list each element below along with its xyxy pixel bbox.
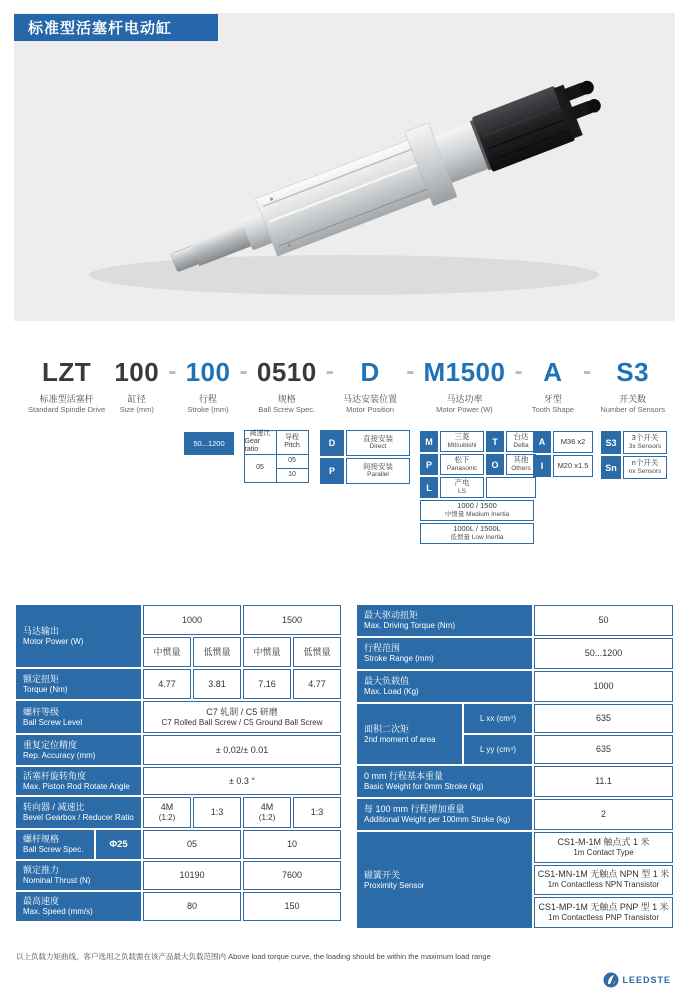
tooth-thread: M36 x2 — [560, 436, 586, 446]
value-line1: 4M — [160, 802, 174, 812]
label-en: Stroke Range (mm) — [364, 654, 434, 663]
label-zh: 最大驱动扭矩 — [364, 610, 419, 620]
screw-diameter: Φ25 — [96, 830, 141, 859]
sensor-code-sn: Sn — [601, 456, 621, 479]
brand-zh: 产电 — [454, 478, 470, 487]
motor-brand-table — [420, 431, 536, 498]
tooth-shape-table — [533, 431, 593, 477]
label-proximity-sensor — [357, 832, 532, 928]
separator: - — [325, 358, 334, 385]
label-motor-power — [16, 605, 141, 667]
label-zh: 面积二次矩 — [364, 723, 410, 734]
separator: - — [239, 358, 248, 385]
separator: - — [514, 358, 523, 385]
label-en: 2nd moment of area — [364, 734, 436, 744]
label-screw-level — [16, 701, 141, 733]
speed-v2: 150 — [243, 892, 341, 921]
screw-spec-v1: 05 — [143, 830, 241, 859]
label-zh: 额定推力 — [23, 865, 60, 875]
brand-logo-icon — [603, 972, 619, 988]
segment-code: 100 — [114, 357, 160, 387]
brand-en: Mitsubishi — [447, 441, 477, 449]
label-en: Max. Speed (mm/s) — [23, 907, 93, 916]
spec-table-left — [14, 603, 343, 923]
gearbox-v1 — [143, 797, 191, 828]
label-driving-torque — [357, 605, 532, 636]
value-line1: 4M — [260, 802, 274, 812]
lxx-value: 635 — [534, 704, 673, 733]
segment-code: 100 — [185, 357, 231, 387]
stroke-range-box: 50...1200 — [184, 432, 234, 455]
segment-label-zh: 行程 — [199, 394, 218, 404]
inertia-label: 中惯量 Medium Inertia — [444, 510, 510, 518]
label-en: Torque (Nm) — [23, 684, 68, 694]
row-screw-spec — [16, 830, 341, 859]
sensor-zh: n个开关 — [631, 458, 659, 467]
pitch-en: Pitch — [284, 442, 300, 449]
position-code-p: P — [320, 458, 344, 484]
label-torque — [16, 669, 141, 699]
brand-ls — [440, 477, 484, 498]
row-driving-torque — [357, 605, 673, 636]
brand-code-t: T — [486, 431, 504, 452]
value-line1: CS1-MP-1M 无触点 PNP 型 1 米 — [538, 902, 669, 913]
segment-label-zh: 开关数 — [619, 394, 647, 404]
segment-code: LZT — [41, 357, 92, 387]
brand-zh: 其他 — [513, 455, 529, 464]
segment-label-zh: 马达功率 — [446, 394, 483, 404]
rotate-angle-value: ± 0.3 ° — [143, 767, 341, 795]
label-en: Max. Driving Torque (Nm) — [364, 621, 455, 630]
separator: - — [168, 358, 177, 385]
label-zh: 最高速度 — [23, 896, 60, 906]
brand-code-p: P — [420, 454, 438, 475]
value-en: C7 Rolled Ball Screw / C5 Ground Ball Screw — [161, 717, 323, 727]
segment-label-zh: 缸径 — [127, 394, 146, 404]
segment-stroke — [186, 356, 231, 414]
value-line1: CS1-M-1M 触点式 1 米 — [557, 836, 650, 847]
label-en: Proximity Sensor — [364, 880, 425, 890]
product-image-panel — [14, 13, 675, 321]
inertia-h4: 低惯量 — [293, 637, 341, 667]
sensor-contact-type — [534, 832, 673, 863]
label-max-load — [357, 671, 532, 702]
label-en: Ball Screw Level — [23, 717, 83, 727]
sensor-en: 3x Sensors — [628, 442, 662, 450]
label-en: Rep. Accuracy (mm) — [23, 750, 96, 760]
motor-position-table — [320, 430, 410, 484]
max-load-value: 1000 — [534, 671, 673, 702]
label-en: Basic Weight for 0mm Stroke (kg) — [364, 782, 484, 791]
value-line2: 1m Contactless NPN Transistor — [547, 880, 660, 890]
gear-ratio-en: Gear ratio — [244, 438, 261, 453]
gearbox-v3 — [243, 797, 291, 828]
driving-torque-value: 50 — [534, 605, 673, 636]
page-title — [14, 14, 218, 41]
segment-label-en: Number of Sensors — [600, 405, 665, 414]
brand-delta — [506, 431, 536, 452]
segment-label-zh: 牙型 — [543, 394, 562, 404]
label-en: Additional Weight per 100mm Stroke (kg) — [364, 815, 511, 824]
brand-mitsubishi — [440, 431, 484, 452]
brand-en: Delta — [513, 441, 529, 449]
inertia-codes: 1000L / 1500L — [453, 524, 501, 533]
value-zh: C7 轧制 / C5 研磨 — [206, 706, 278, 717]
segment-label-en: Motor Power (W) — [436, 405, 493, 414]
label-zh: 每 100 mm 行程增加重量 — [364, 804, 465, 814]
row-moment-lxx — [357, 704, 673, 733]
segment-code: M1500 — [423, 357, 506, 387]
row-motor-power — [16, 605, 341, 635]
page-title-text: 标准型活塞杆电动缸 — [28, 20, 173, 37]
segment-label-zh: 规格 — [277, 394, 296, 404]
sensor-en: nx Sensors — [628, 467, 662, 475]
thrust-v1: 10190 — [143, 861, 241, 890]
inertia-label: 低惯量 Low Inertia — [450, 533, 504, 541]
inertia-h1: 中惯量 — [143, 637, 191, 667]
lyy-value: 635 — [534, 735, 673, 764]
brand-zh: 松下 — [454, 455, 470, 464]
sensor-npn — [534, 865, 673, 896]
footnote-zh: 以上负载力矩曲线，客户选用之负载需在该产品最大负载范围内 — [16, 952, 226, 961]
value-line2: 1m Contactless PNP Transistor — [548, 913, 660, 923]
position-direct — [346, 430, 410, 456]
segment-label-en: Standard Spindle Drive — [28, 405, 106, 414]
label-zh: 行程范围 — [364, 643, 401, 653]
brand-panasonic — [440, 454, 484, 475]
segment-code: D — [360, 357, 380, 387]
sensor-s3 — [623, 431, 667, 454]
brand-code-l: L — [420, 477, 438, 498]
label-zh: 额定扭矩 — [23, 673, 60, 684]
thrust-v2: 7600 — [243, 861, 341, 890]
row-rotate-angle — [16, 767, 341, 795]
value-line2: 1m Contact Type — [573, 847, 634, 857]
row-speed — [16, 892, 341, 921]
label-lyy: L yy (cm⁴) — [464, 735, 532, 764]
brand-logo-text: LEEDSTE — [622, 975, 671, 985]
row-basic-weight — [357, 766, 673, 797]
label-rotate-angle — [16, 767, 141, 795]
separator: - — [406, 358, 415, 385]
label-gearbox — [16, 797, 141, 828]
label-zh: 螺杆等级 — [23, 706, 60, 717]
row-screw-level — [16, 701, 341, 733]
position-direct-zh: 直接安装 — [363, 433, 393, 443]
brand-zh: 三菱 — [454, 432, 470, 441]
brand-code-m: M — [420, 431, 438, 452]
segment-label-zh: 马达安装位置 — [343, 394, 398, 404]
brand-logo — [603, 972, 671, 988]
screw-level-value — [143, 701, 341, 733]
gear-pitch-table — [244, 430, 308, 482]
inertia-h2: 低惯量 — [193, 637, 241, 667]
label-basic-weight — [357, 766, 532, 797]
brand-zh: 台达 — [513, 432, 529, 441]
segment-label-en: Stroke (mm) — [187, 405, 229, 414]
torque-v3: 7.16 — [243, 669, 291, 699]
sensor-zh: 3个开关 — [631, 433, 659, 442]
label-zh: 转向器 / 减速比 — [23, 802, 85, 812]
label-lxx: L xx (cm⁴) — [464, 704, 532, 733]
segment-label-en: Size (mm) — [119, 405, 154, 414]
segment-label-en: Tooth Shape — [531, 405, 574, 414]
label-accuracy — [16, 735, 141, 765]
segment-motor-power — [423, 356, 505, 414]
row-thrust — [16, 861, 341, 890]
tooth-code-i: I — [533, 455, 551, 477]
screw-spec-v2: 10 — [243, 830, 341, 859]
brand-others — [506, 454, 536, 475]
segment-code: A — [543, 357, 563, 387]
row-gearbox — [16, 797, 341, 828]
label-en: Nominal Thrust (N) — [23, 876, 91, 885]
label-zh: 最大负载值 — [364, 676, 410, 686]
label-en: Bevel Gearbox / Reducer Ratio — [23, 813, 134, 822]
segment-ballscrew — [257, 356, 317, 414]
gear-ratio-value: 05 — [244, 454, 277, 483]
brand-code-o: O — [486, 454, 504, 475]
label-thrust — [16, 861, 141, 890]
segment-code: S3 — [616, 357, 650, 387]
position-parallel-zh: 间接安装 — [363, 461, 393, 471]
segment-tooth-shape — [532, 356, 574, 414]
spec-table-right — [355, 603, 675, 930]
segment-label-en: Motor Position — [346, 405, 395, 414]
label-stroke-range — [357, 638, 532, 669]
value-line2: (1:2) — [258, 813, 276, 822]
inertia-table — [420, 500, 534, 546]
inertia-codes: 1000 / 1500 — [457, 501, 497, 510]
row-sensor-1 — [357, 832, 673, 863]
tooth-code-a: A — [533, 431, 551, 453]
inertia-medium — [420, 500, 534, 521]
label-zh: 马达输出 — [23, 625, 60, 636]
segment-motor-position — [343, 356, 397, 414]
sensor-sn — [623, 456, 667, 479]
label-en: Motor Power (W) — [23, 636, 84, 646]
brand-en: Panasonic — [446, 464, 478, 472]
brand-en: LS — [458, 487, 466, 495]
label-en: Ball Screw Spec. — [23, 845, 84, 854]
segment-label-zh: 标准型活塞杆 — [39, 394, 94, 404]
row-stroke-range — [357, 638, 673, 669]
model-code-row — [14, 356, 675, 414]
label-zh: 活塞杆旋转角度 — [23, 770, 87, 781]
segment-label-en: Ball Screw Spec. — [258, 405, 316, 414]
tooth-value-a — [553, 431, 593, 453]
pitch-zh: 导程 — [285, 434, 299, 441]
electric-cylinder-illustration — [14, 13, 675, 321]
torque-v1: 4.77 — [143, 669, 191, 699]
position-direct-en: Direct — [369, 443, 387, 450]
label-moment — [357, 704, 462, 764]
gear-ratio-header — [244, 430, 277, 455]
label-add-weight — [357, 799, 532, 830]
sensor-count-table — [601, 431, 667, 479]
power-1500: 1500 — [243, 605, 341, 635]
row-accuracy — [16, 735, 341, 765]
pitch-value-1: 05 — [276, 454, 309, 469]
tooth-thread: M20 x1.5 — [557, 460, 589, 470]
pitch-value-2: 10 — [276, 468, 309, 483]
position-parallel — [346, 458, 410, 484]
segment-sensors — [600, 356, 665, 414]
label-zh: 0 mm 行程基本重量 — [364, 771, 444, 781]
pitch-header — [276, 430, 309, 455]
gearbox-v4: 1:3 — [293, 797, 341, 828]
separator: - — [583, 358, 592, 385]
row-max-load — [357, 671, 673, 702]
inertia-h3: 中惯量 — [243, 637, 291, 667]
label-screw-spec — [16, 830, 94, 859]
position-parallel-en: Parallel — [367, 471, 389, 478]
brand-empty-cell — [486, 477, 536, 498]
segment-series — [28, 356, 105, 414]
label-speed — [16, 892, 141, 921]
gearbox-v2: 1:3 — [193, 797, 241, 828]
label-en: Max. Load (Kg) — [364, 687, 419, 696]
speed-v1: 80 — [143, 892, 241, 921]
value-line2: (1:2) — [158, 813, 176, 822]
gear-ratio-zh: 减速比 — [249, 430, 271, 437]
basic-weight-value: 11.1 — [534, 766, 673, 797]
position-code-d: D — [320, 430, 344, 456]
accuracy-value: ± 0.02/± 0.01 — [143, 735, 341, 765]
label-zh: 重复定位精度 — [23, 739, 78, 750]
stroke-range-value: 50...1200 — [534, 638, 673, 669]
label-zh: 磁簧开关 — [364, 869, 401, 880]
value-line1: CS1-MN-1M 无触点 NPN 型 1 米 — [537, 869, 670, 880]
torque-v2: 3.81 — [193, 669, 241, 699]
footnote — [16, 951, 491, 962]
tooth-value-i — [553, 455, 593, 477]
sensor-code-s3: S3 — [601, 431, 621, 454]
power-1000: 1000 — [143, 605, 241, 635]
label-zh: 螺杆规格 — [23, 834, 60, 844]
row-add-weight — [357, 799, 673, 830]
label-en: Max. Piston Rod Rotate Angle — [23, 781, 130, 791]
footnote-en: Above load torque curve, the loading should be within the maximum load range — [228, 952, 491, 961]
brand-en: Others — [511, 464, 531, 472]
segment-size — [114, 356, 159, 414]
add-weight-value: 2 — [534, 799, 673, 830]
sensor-pnp — [534, 897, 673, 928]
inertia-low — [420, 523, 534, 544]
torque-v4: 4.77 — [293, 669, 341, 699]
row-torque — [16, 669, 341, 699]
segment-code: 0510 — [256, 357, 317, 387]
